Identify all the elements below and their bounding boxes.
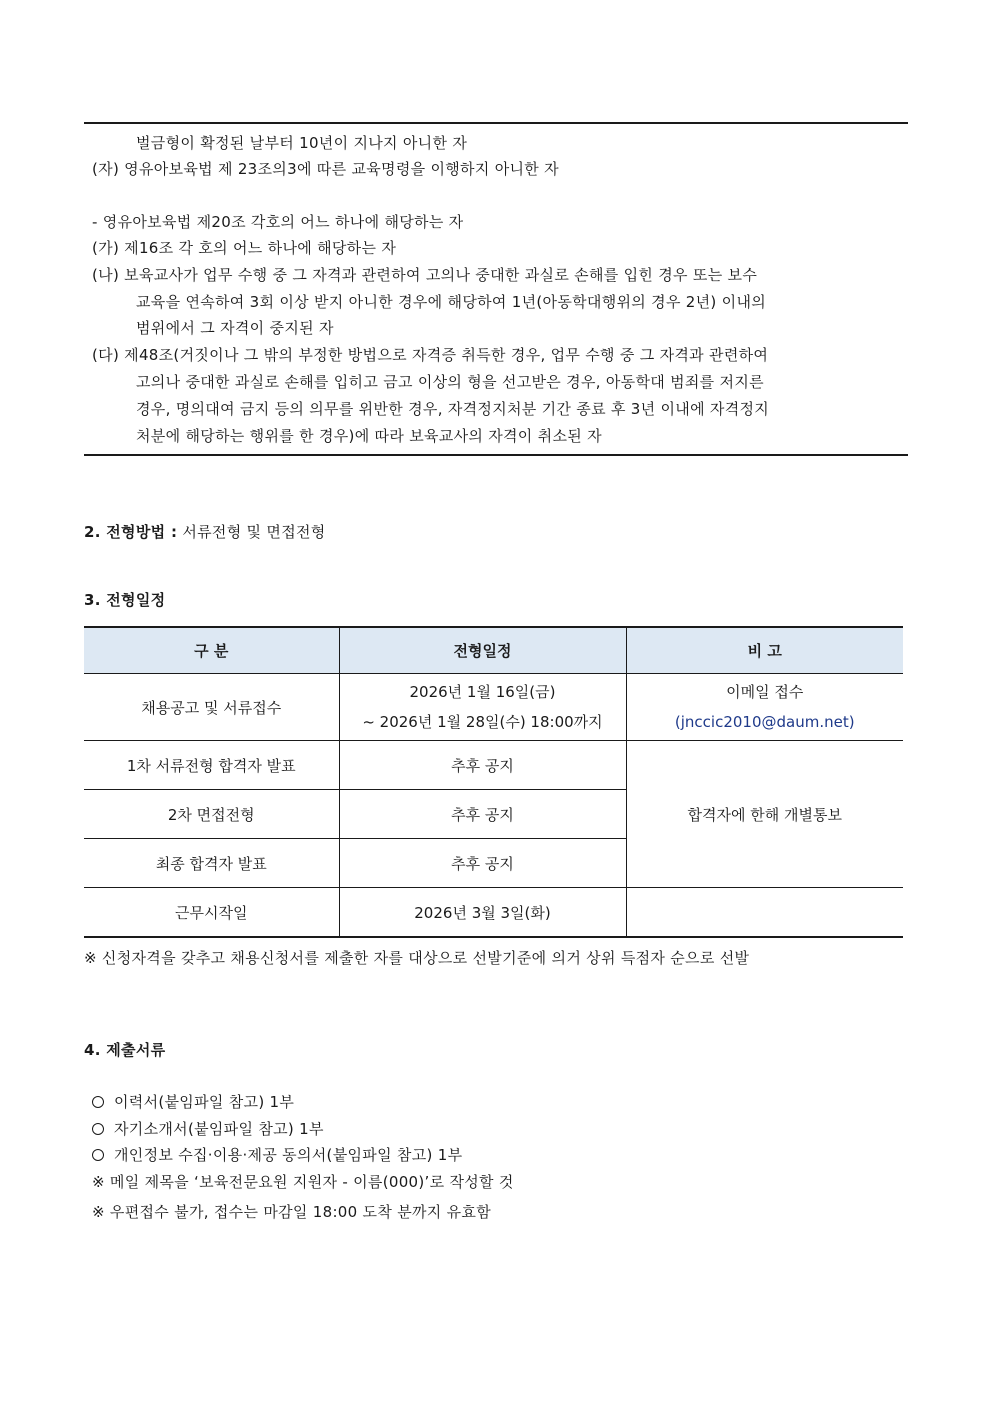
document-item xyxy=(92,1119,324,1139)
document-item xyxy=(92,1092,294,1112)
row-date xyxy=(339,674,626,741)
qualification-line: 범위에서 그 자격이 중지된 자 xyxy=(136,319,334,337)
row-label: 최종 합격자 발표 xyxy=(84,839,339,888)
row-date: 추후 공지 xyxy=(339,839,626,888)
document-item-text: 자기소개서(붙임파일 참고) 1부 xyxy=(114,1120,324,1138)
circle-bullet-icon xyxy=(92,1149,104,1161)
document-item-text: 이력서(붙임파일 참고) 1부 xyxy=(114,1093,295,1111)
row-label: 1차 서류전형 합격자 발표 xyxy=(84,741,339,790)
date-line: 2026년 1월 16일(금) xyxy=(409,683,556,701)
qualification-line: 교육을 연속하여 3회 이상 받지 아니한 경우에 해당하여 1년(아동학대행위의 경우 2년) 이내의 xyxy=(136,293,767,311)
row-note xyxy=(626,674,903,741)
table-row xyxy=(84,888,903,938)
qualification-line: - 영유아보육법 제20조 각호의 어느 하나에 해당하는 자 xyxy=(92,213,464,231)
note-line: 이메일 접수 xyxy=(726,683,804,701)
row-label: 채용공고 및 서류접수 xyxy=(84,674,339,741)
qualification-line: (나) 보육교사가 업무 수행 중 그 자격과 관련하여 고의나 중대한 과실로 손해를 입힌 경우 또는 보수 xyxy=(92,266,758,284)
document-item xyxy=(92,1145,462,1165)
row-note xyxy=(626,888,903,938)
qualification-line: 고의나 중대한 과실로 손해를 입히고 금고 이상의 형을 선고받은 경우, 아동학대 범죄를 저지른 xyxy=(136,373,764,391)
date-line: ~ 2026년 1월 28일(수) 18:00까지 xyxy=(362,713,603,731)
row-date: 추후 공지 xyxy=(339,741,626,790)
section-2 xyxy=(84,522,326,542)
qualification-line: (가) 제16조 각 호의 어느 하나에 해당하는 자 xyxy=(92,239,397,257)
header-note: 비 고 xyxy=(626,627,903,674)
document-item-text: 개인정보 수집·이용·제공 동의서(붙임파일 참고) 1부 xyxy=(114,1146,463,1164)
table-row xyxy=(84,741,903,790)
qualification-line: (자) 영유아보육법 제 23조의3에 따른 교육명령을 이행하지 아니한 자 xyxy=(92,160,559,178)
row-label: 2차 면접전형 xyxy=(84,790,339,839)
section-2-text: 서류전형 및 면접전형 xyxy=(182,523,326,541)
row-date: 추후 공지 xyxy=(339,790,626,839)
circle-bullet-icon xyxy=(92,1123,104,1135)
circle-bullet-icon xyxy=(92,1096,104,1108)
email-address: (jnccic2010@daum.net) xyxy=(674,713,855,731)
header-schedule: 전형일정 xyxy=(339,627,626,674)
document-note: ※ 우편접수 불가, 접수는 마감일 18:00 도착 분까지 유효함 xyxy=(92,1203,492,1221)
merged-note: 합격자에 한해 개별통보 xyxy=(626,741,903,888)
row-date: 2026년 3월 3일(화) xyxy=(339,888,626,938)
qualification-line: 경우, 명의대여 금지 등의 의무를 위반한 경우, 자격정지처분 기간 종료 후 3년 이내에 자격정지 xyxy=(136,400,770,418)
row-label: 근무시작일 xyxy=(84,888,339,938)
qualification-line: (다) 제48조(거짓이나 그 밖의 부정한 방법으로 자격증 취득한 경우, 업무 수행 중 그 자격과 관련하여 xyxy=(92,346,769,364)
schedule-table xyxy=(84,626,903,938)
header-category: 구 분 xyxy=(84,627,339,674)
section-3-heading: 3. 전형일정 xyxy=(84,591,166,609)
table-header-row xyxy=(84,627,903,674)
qualification-line: 벌금형이 확정된 날부터 10년이 지나지 아니한 자 xyxy=(136,134,468,152)
document-note: ※ 메일 제목을 ‘보육전문요원 지원자 - 이름(000)’로 작성할 것 xyxy=(92,1173,514,1191)
schedule-footnote: ※ 신청자격을 갖추고 채용신청서를 제출한 자를 대상으로 선발기준에 의거 상위 득점자 순으로 선발 xyxy=(84,949,750,967)
section-4-heading: 4. 제출서류 xyxy=(84,1041,166,1059)
qualification-line: 처분에 해당하는 행위를 한 경우)에 따라 보육교사의 자격이 취소된 자 xyxy=(136,427,602,445)
table-row xyxy=(84,674,903,741)
section-2-heading: 2. 전형방법 : xyxy=(84,523,178,541)
